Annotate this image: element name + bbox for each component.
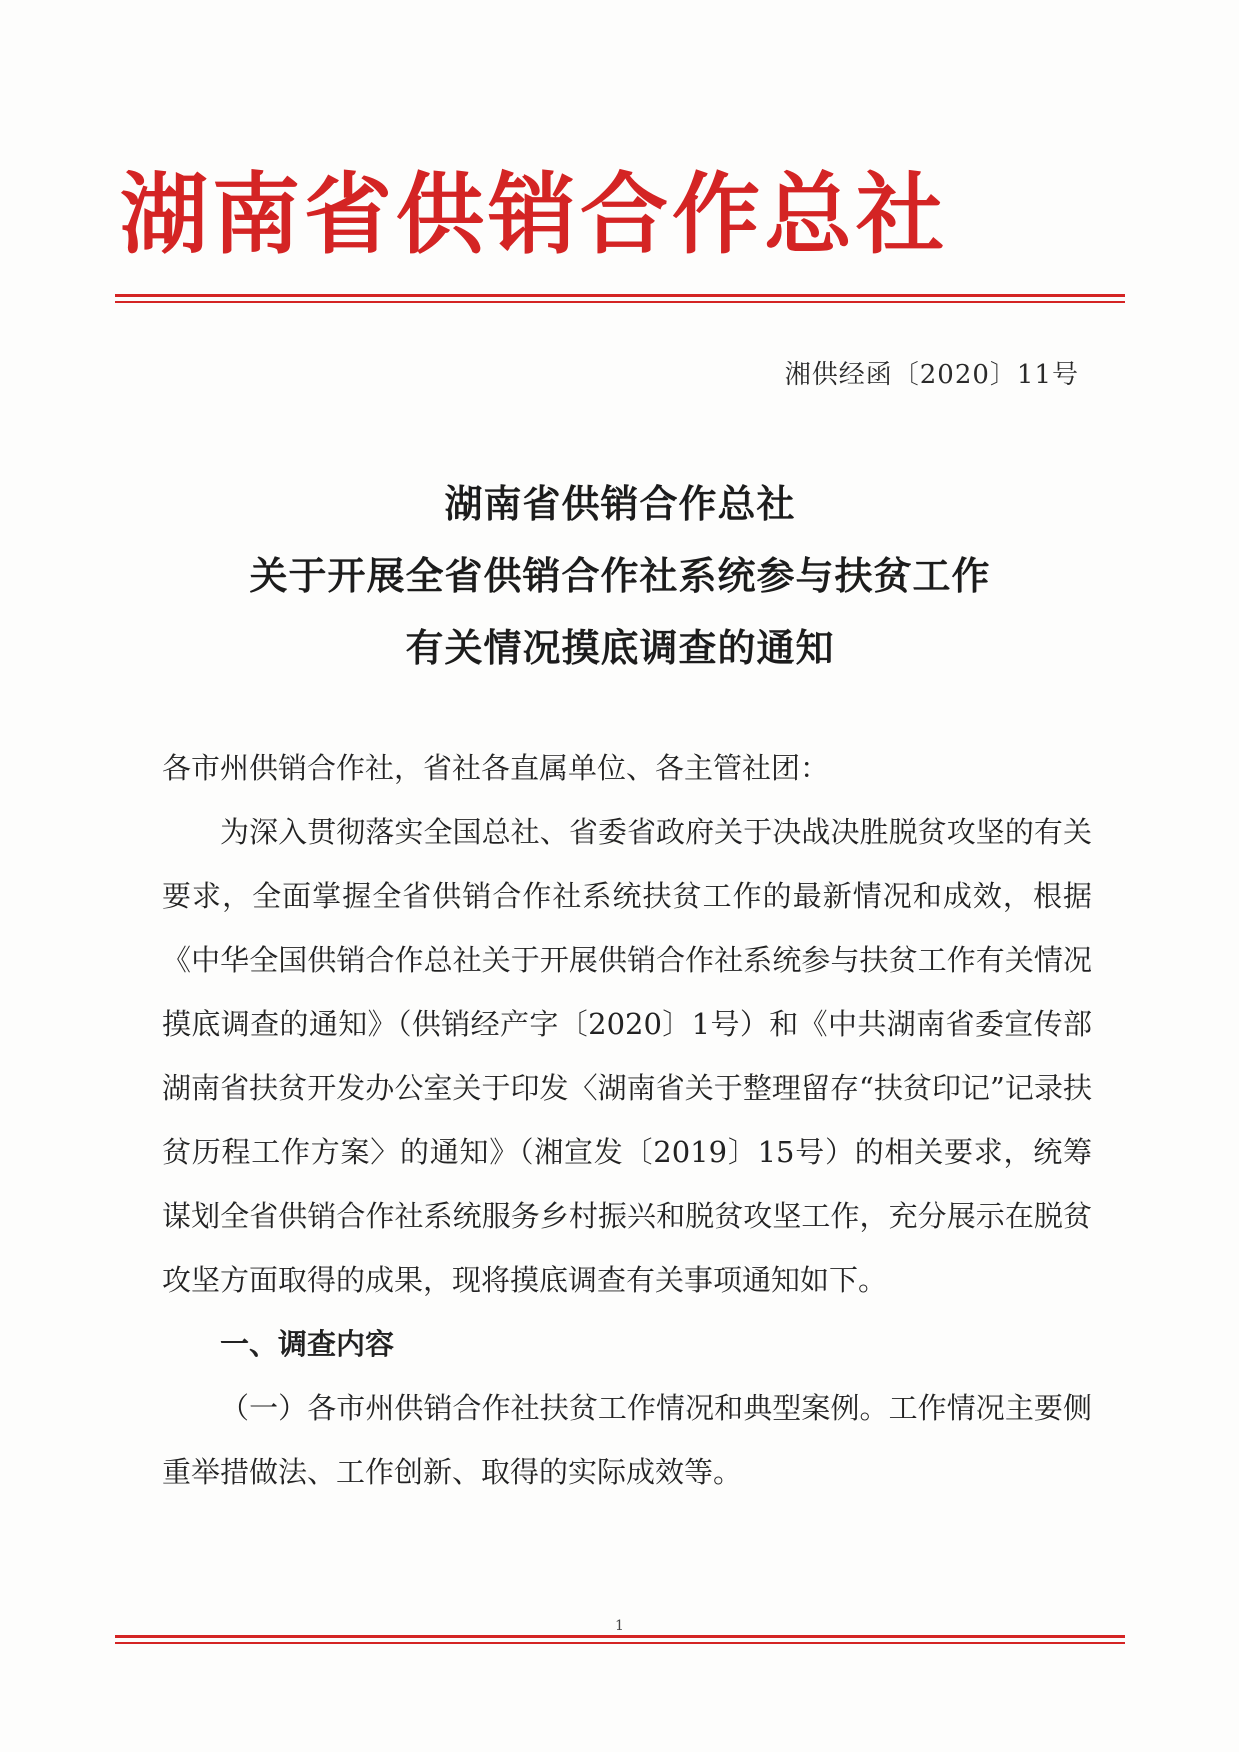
title-line: 关于开展全省供销合作社系统参与扶贫工作	[249, 554, 991, 598]
title-line: 湖南省供销合作总社	[444, 482, 796, 526]
salutation: 各市州供销合作社，省社各直属单位、各主管社团：	[162, 751, 830, 785]
body-paragraph: 为深入贯彻落实全国总社、省委省政府关于决战决胜脱贫攻坚的有关要求，全面掌握全省供销合作社系统扶贫工作的最新情况和成效，根据《中华全国供销合作总社关于开展供销合作社系统参与扶贫工作有关情况摸底调查的通知》（供销经产字〔2020〕1号）和《中共湖南省委宣传部 湖南省扶贫开发办公室关于印发〈湖南省关于整理留存“扶贫印记”记录扶贫历程工作方案〉的通知》（湘宣发〔2019〕15号）的相关要求，统筹谋划全省供销合作社系统服务乡村振兴和脱贫攻坚工作，充分展示在脱贫攻坚方面取得的成果，现将摸底调查有关事项通知如下。	[162, 815, 1092, 1297]
page-number: 1	[615, 1618, 624, 1634]
document-number: 湘供经函〔2020〕11号	[784, 360, 1079, 390]
issuing-organization-header: 湖南省供销合作总社	[120, 163, 949, 266]
header-red-rule-thick	[115, 294, 1125, 297]
document-body	[162, 736, 1092, 1504]
document-title	[120, 468, 1120, 684]
footer-red-rule-thin	[115, 1642, 1125, 1644]
header-red-rule-thin	[115, 301, 1125, 303]
footer-red-rule-thick	[115, 1635, 1125, 1638]
title-line: 有关情况摸底调查的通知	[405, 626, 835, 670]
section-heading: 一、调查内容	[220, 1327, 395, 1361]
body-paragraph: （一）各市州供销合作社扶贫工作情况和典型案例。工作情况主要侧重举措做法、工作创新、取得的实际成效等。	[162, 1391, 1092, 1489]
